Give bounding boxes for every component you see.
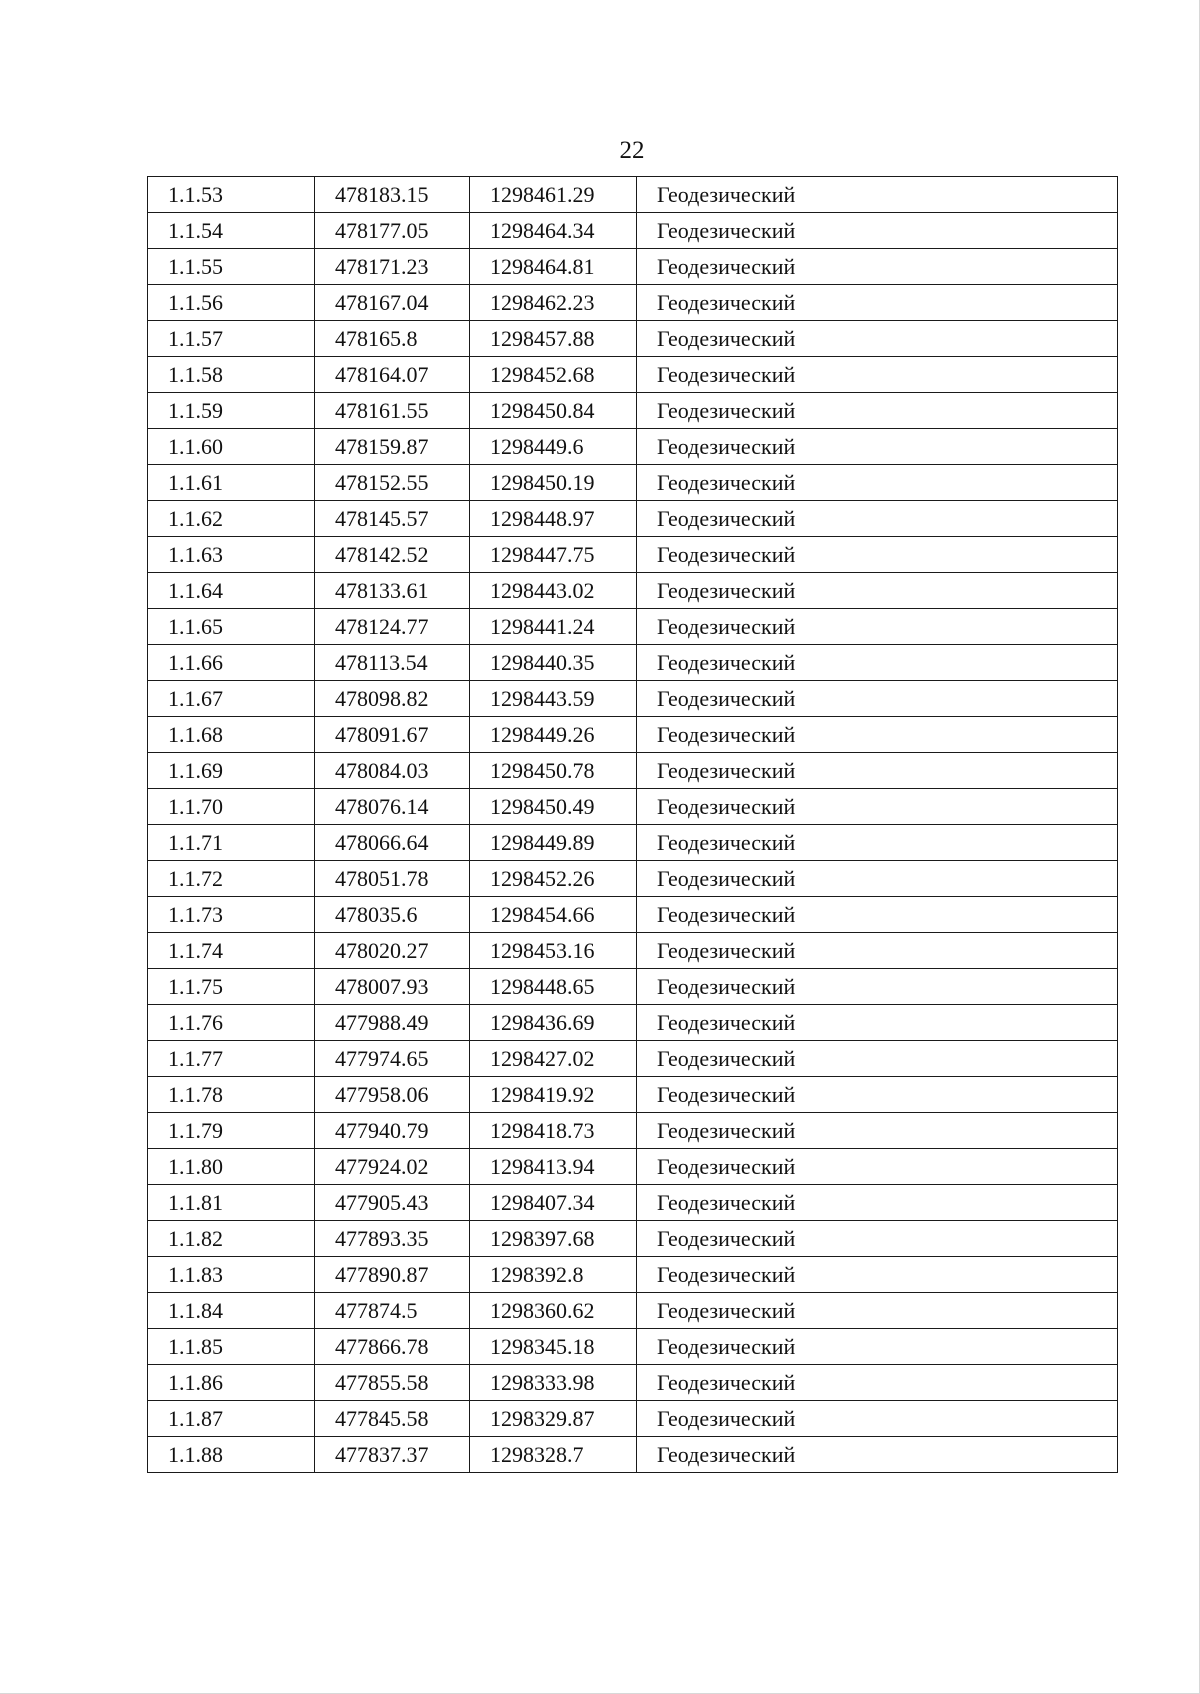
coordinates-table-body: [148, 177, 1118, 1473]
x-coordinate-cell: 478152.55: [315, 465, 470, 501]
x-coordinate-cell: 478098.82: [315, 681, 470, 717]
method-cell: Геодезический: [637, 177, 1118, 213]
point-number-cell: 1.1.65: [148, 609, 315, 645]
method-cell: Геодезический: [637, 1221, 1118, 1257]
point-number-cell: 1.1.64: [148, 573, 315, 609]
y-coordinate-cell: 1298419.92: [470, 1077, 637, 1113]
method-cell: Геодезический: [637, 465, 1118, 501]
x-coordinate-cell: 477866.78: [315, 1329, 470, 1365]
point-number-cell: 1.1.56: [148, 285, 315, 321]
table-row: [148, 1221, 1118, 1257]
table-row: [148, 465, 1118, 501]
method-cell: Геодезический: [637, 645, 1118, 681]
method-cell: Геодезический: [637, 429, 1118, 465]
y-coordinate-cell: 1298443.59: [470, 681, 637, 717]
table-row: [148, 1401, 1118, 1437]
table-row: [148, 213, 1118, 249]
x-coordinate-cell: 478076.14: [315, 789, 470, 825]
table-row: [148, 1437, 1118, 1473]
x-coordinate-cell: 477874.5: [315, 1293, 470, 1329]
x-coordinate-cell: 478084.03: [315, 753, 470, 789]
y-coordinate-cell: 1298448.97: [470, 501, 637, 537]
y-coordinate-cell: 1298418.73: [470, 1113, 637, 1149]
y-coordinate-cell: 1298443.02: [470, 573, 637, 609]
y-coordinate-cell: 1298329.87: [470, 1401, 637, 1437]
method-cell: Геодезический: [637, 933, 1118, 969]
y-coordinate-cell: 1298454.66: [470, 897, 637, 933]
method-cell: Геодезический: [637, 1185, 1118, 1221]
x-coordinate-cell: 478167.04: [315, 285, 470, 321]
x-coordinate-cell: 478051.78: [315, 861, 470, 897]
point-number-cell: 1.1.61: [148, 465, 315, 501]
table-row: [148, 933, 1118, 969]
table-row: [148, 285, 1118, 321]
y-coordinate-cell: 1298449.26: [470, 717, 637, 753]
point-number-cell: 1.1.78: [148, 1077, 315, 1113]
table-row: [148, 645, 1118, 681]
method-cell: Геодезический: [637, 681, 1118, 717]
table-row: [148, 969, 1118, 1005]
point-number-cell: 1.1.67: [148, 681, 315, 717]
table-row: [148, 1149, 1118, 1185]
table-row: [148, 357, 1118, 393]
y-coordinate-cell: 1298461.29: [470, 177, 637, 213]
table-row: [148, 861, 1118, 897]
point-number-cell: 1.1.75: [148, 969, 315, 1005]
x-coordinate-cell: 478171.23: [315, 249, 470, 285]
x-coordinate-cell: 477837.37: [315, 1437, 470, 1473]
method-cell: Геодезический: [637, 753, 1118, 789]
table-row: [148, 1077, 1118, 1113]
method-cell: Геодезический: [637, 1005, 1118, 1041]
point-number-cell: 1.1.84: [148, 1293, 315, 1329]
x-coordinate-cell: 477974.65: [315, 1041, 470, 1077]
x-coordinate-cell: 477958.06: [315, 1077, 470, 1113]
x-coordinate-cell: 478007.93: [315, 969, 470, 1005]
x-coordinate-cell: 478133.61: [315, 573, 470, 609]
table-row: [148, 177, 1118, 213]
method-cell: Геодезический: [637, 573, 1118, 609]
y-coordinate-cell: 1298449.6: [470, 429, 637, 465]
point-number-cell: 1.1.73: [148, 897, 315, 933]
x-coordinate-cell: 478035.6: [315, 897, 470, 933]
table-row: [148, 1257, 1118, 1293]
y-coordinate-cell: 1298450.49: [470, 789, 637, 825]
point-number-cell: 1.1.70: [148, 789, 315, 825]
y-coordinate-cell: 1298440.35: [470, 645, 637, 681]
y-coordinate-cell: 1298360.62: [470, 1293, 637, 1329]
x-coordinate-cell: 478066.64: [315, 825, 470, 861]
method-cell: Геодезический: [637, 1041, 1118, 1077]
method-cell: Геодезический: [637, 1329, 1118, 1365]
method-cell: Геодезический: [637, 1401, 1118, 1437]
point-number-cell: 1.1.79: [148, 1113, 315, 1149]
y-coordinate-cell: 1298427.02: [470, 1041, 637, 1077]
table-row: [148, 897, 1118, 933]
y-coordinate-cell: 1298447.75: [470, 537, 637, 573]
method-cell: Геодезический: [637, 249, 1118, 285]
table-row: [148, 1329, 1118, 1365]
point-number-cell: 1.1.58: [148, 357, 315, 393]
method-cell: Геодезический: [637, 609, 1118, 645]
table-row: [148, 1041, 1118, 1077]
y-coordinate-cell: 1298449.89: [470, 825, 637, 861]
point-number-cell: 1.1.83: [148, 1257, 315, 1293]
point-number-cell: 1.1.54: [148, 213, 315, 249]
y-coordinate-cell: 1298450.78: [470, 753, 637, 789]
x-coordinate-cell: 478165.8: [315, 321, 470, 357]
method-cell: Геодезический: [637, 1437, 1118, 1473]
x-coordinate-cell: 478113.54: [315, 645, 470, 681]
point-number-cell: 1.1.68: [148, 717, 315, 753]
x-coordinate-cell: 478161.55: [315, 393, 470, 429]
table-row: [148, 501, 1118, 537]
method-cell: Геодезический: [637, 285, 1118, 321]
method-cell: Геодезический: [637, 789, 1118, 825]
table-row: [148, 1293, 1118, 1329]
x-coordinate-cell: 478159.87: [315, 429, 470, 465]
method-cell: Геодезический: [637, 969, 1118, 1005]
x-coordinate-cell: 478177.05: [315, 213, 470, 249]
table-row: [148, 393, 1118, 429]
table-row: [148, 1113, 1118, 1149]
y-coordinate-cell: 1298450.19: [470, 465, 637, 501]
table-row: [148, 249, 1118, 285]
x-coordinate-cell: 478020.27: [315, 933, 470, 969]
y-coordinate-cell: 1298441.24: [470, 609, 637, 645]
point-number-cell: 1.1.62: [148, 501, 315, 537]
point-number-cell: 1.1.59: [148, 393, 315, 429]
method-cell: Геодезический: [637, 1257, 1118, 1293]
point-number-cell: 1.1.72: [148, 861, 315, 897]
point-number-cell: 1.1.76: [148, 1005, 315, 1041]
table-row: [148, 1005, 1118, 1041]
point-number-cell: 1.1.81: [148, 1185, 315, 1221]
point-number-cell: 1.1.77: [148, 1041, 315, 1077]
point-number-cell: 1.1.86: [148, 1365, 315, 1401]
x-coordinate-cell: 478142.52: [315, 537, 470, 573]
y-coordinate-cell: 1298452.26: [470, 861, 637, 897]
method-cell: Геодезический: [637, 1077, 1118, 1113]
coordinates-table: [147, 176, 1118, 1473]
y-coordinate-cell: 1298448.65: [470, 969, 637, 1005]
y-coordinate-cell: 1298392.8: [470, 1257, 637, 1293]
method-cell: Геодезический: [637, 501, 1118, 537]
table-row: [148, 321, 1118, 357]
x-coordinate-cell: 478164.07: [315, 357, 470, 393]
y-coordinate-cell: 1298464.81: [470, 249, 637, 285]
method-cell: Геодезический: [637, 357, 1118, 393]
y-coordinate-cell: 1298436.69: [470, 1005, 637, 1041]
y-coordinate-cell: 1298457.88: [470, 321, 637, 357]
x-coordinate-cell: 478183.15: [315, 177, 470, 213]
method-cell: Геодезический: [637, 393, 1118, 429]
method-cell: Геодезический: [637, 1293, 1118, 1329]
point-number-cell: 1.1.87: [148, 1401, 315, 1437]
method-cell: Геодезический: [637, 1365, 1118, 1401]
x-coordinate-cell: 477893.35: [315, 1221, 470, 1257]
x-coordinate-cell: 478145.57: [315, 501, 470, 537]
x-coordinate-cell: 477988.49: [315, 1005, 470, 1041]
method-cell: Геодезический: [637, 897, 1118, 933]
method-cell: Геодезический: [637, 825, 1118, 861]
table-row: [148, 753, 1118, 789]
point-number-cell: 1.1.88: [148, 1437, 315, 1473]
table-row: [148, 609, 1118, 645]
y-coordinate-cell: 1298464.34: [470, 213, 637, 249]
table-row: [148, 573, 1118, 609]
y-coordinate-cell: 1298333.98: [470, 1365, 637, 1401]
page-number: 22: [619, 137, 645, 164]
point-number-cell: 1.1.71: [148, 825, 315, 861]
point-number-cell: 1.1.85: [148, 1329, 315, 1365]
x-coordinate-cell: 478091.67: [315, 717, 470, 753]
point-number-cell: 1.1.69: [148, 753, 315, 789]
x-coordinate-cell: 478124.77: [315, 609, 470, 645]
table-row: [148, 1365, 1118, 1401]
table-row: [148, 1185, 1118, 1221]
y-coordinate-cell: 1298345.18: [470, 1329, 637, 1365]
x-coordinate-cell: 477905.43: [315, 1185, 470, 1221]
x-coordinate-cell: 477940.79: [315, 1113, 470, 1149]
x-coordinate-cell: 477845.58: [315, 1401, 470, 1437]
table-row: [148, 537, 1118, 573]
method-cell: Геодезический: [637, 213, 1118, 249]
y-coordinate-cell: 1298413.94: [470, 1149, 637, 1185]
y-coordinate-cell: 1298462.23: [470, 285, 637, 321]
table-row: [148, 825, 1118, 861]
method-cell: Геодезический: [637, 1113, 1118, 1149]
y-coordinate-cell: 1298407.34: [470, 1185, 637, 1221]
point-number-cell: 1.1.82: [148, 1221, 315, 1257]
point-number-cell: 1.1.55: [148, 249, 315, 285]
table-row: [148, 429, 1118, 465]
point-number-cell: 1.1.53: [148, 177, 315, 213]
point-number-cell: 1.1.74: [148, 933, 315, 969]
y-coordinate-cell: 1298453.16: [470, 933, 637, 969]
table-row: [148, 717, 1118, 753]
method-cell: Геодезический: [637, 717, 1118, 753]
method-cell: Геодезический: [637, 537, 1118, 573]
table-row: [148, 789, 1118, 825]
x-coordinate-cell: 477890.87: [315, 1257, 470, 1293]
point-number-cell: 1.1.66: [148, 645, 315, 681]
x-coordinate-cell: 477855.58: [315, 1365, 470, 1401]
point-number-cell: 1.1.80: [148, 1149, 315, 1185]
point-number-cell: 1.1.57: [148, 321, 315, 357]
method-cell: Геодезический: [637, 861, 1118, 897]
y-coordinate-cell: 1298450.84: [470, 393, 637, 429]
y-coordinate-cell: 1298452.68: [470, 357, 637, 393]
method-cell: Геодезический: [637, 321, 1118, 357]
point-number-cell: 1.1.60: [148, 429, 315, 465]
y-coordinate-cell: 1298397.68: [470, 1221, 637, 1257]
table-row: [148, 681, 1118, 717]
method-cell: Геодезический: [637, 1149, 1118, 1185]
point-number-cell: 1.1.63: [148, 537, 315, 573]
y-coordinate-cell: 1298328.7: [470, 1437, 637, 1473]
x-coordinate-cell: 477924.02: [315, 1149, 470, 1185]
